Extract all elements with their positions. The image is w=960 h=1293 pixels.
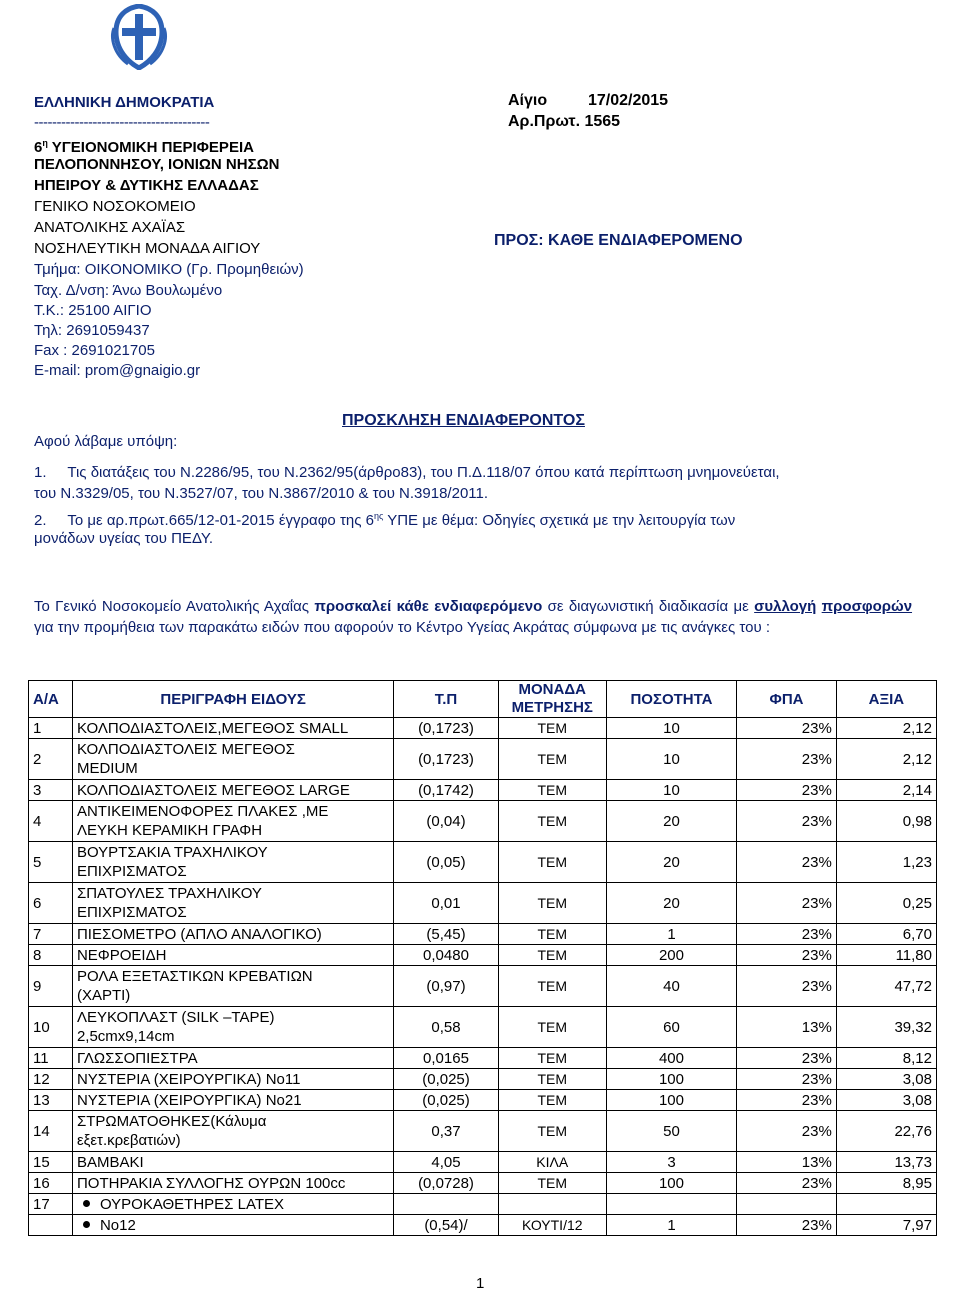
item-value: 47,72 <box>836 966 936 1007</box>
item-value: 3,08 <box>836 1069 936 1090</box>
item-unit: ΤΕΜ <box>498 1111 606 1152</box>
description-line-1: ΝΥΣΤΕΡΙΑ (ΧΕΙΡΟΥΡΓΙΚΑ) Νο21 <box>76 1091 302 1109</box>
considering-label: Αφού λάβαμε υπόψη: <box>34 433 178 450</box>
item-unit: ΤΕΜ <box>498 739 606 780</box>
item-quantity: 3 <box>606 1152 736 1173</box>
item-quantity: 1 <box>606 924 736 945</box>
item-unit: ΤΕΜ <box>498 780 606 801</box>
item-unit: ΤΕΜ <box>498 883 606 924</box>
description-line-1: ΣΤΡΩΜΑΤΟΘΗΚΕΣ(Κάλυμα <box>76 1113 267 1130</box>
postal-address: Ταχ. Δ/νση: Άνω Βουλωμένο <box>34 282 223 299</box>
row-number: 15 <box>29 1152 73 1173</box>
empty-cell <box>836 1194 936 1215</box>
item-vat: 23% <box>737 1048 837 1069</box>
description-line-1: ΝΥΣΤΕΡΙΑ (ΧΕΙΡΟΥΡΓΙΚΑ) Νο11 <box>76 1070 301 1088</box>
phone-number: Τηλ: 2691059437 <box>34 322 150 339</box>
item-tp: (0,1723) <box>394 718 498 739</box>
table-row <box>29 1048 937 1069</box>
empty-cell <box>394 1194 498 1215</box>
reference-2-line-2: μονάδων υγείας του ΠΕΔΥ. <box>34 530 214 547</box>
fax-number: Fax : 2691021705 <box>34 342 155 359</box>
item-description <box>72 1069 393 1090</box>
description-line-2: 2,5cmx9,14cm <box>76 1028 175 1045</box>
region-line-2: ΠΕΛΟΠΟΝΝΗΣΟΥ, ΙΟΝΙΩΝ ΝΗΣΩΝ <box>34 156 280 173</box>
empty-cell <box>498 1194 606 1215</box>
item-unit: ΤΕΜ <box>498 924 606 945</box>
item-value: 8,12 <box>836 1048 936 1069</box>
row-number: 4 <box>29 801 73 842</box>
item-vat: 13% <box>737 1007 837 1048</box>
table-header-row <box>29 681 937 718</box>
row-number: 1 <box>29 718 73 739</box>
table-row <box>29 1152 937 1173</box>
table-row <box>29 1215 937 1236</box>
item-vat: 23% <box>737 780 837 801</box>
item-quantity: 10 <box>606 780 736 801</box>
table-row <box>29 1007 937 1048</box>
region-line-3: ΗΠΕΙΡΟΥ & ΔΥΤΙΚΗΣ ΕΛΛΑΔΑΣ <box>34 177 259 194</box>
reference-2-number: 2. <box>34 512 47 529</box>
item-value: 6,70 <box>836 924 936 945</box>
item-tp: 0,37 <box>394 1111 498 1152</box>
item-description <box>72 1090 393 1111</box>
table-row <box>29 1111 937 1152</box>
row-number: 8 <box>29 945 73 966</box>
item-unit: ΤΕΜ <box>498 1007 606 1048</box>
table-row <box>29 842 937 883</box>
hospital-unit: ΝΟΣΗΛΕΥΤΙΚΗ ΜΟΝΑΔΑ ΑΙΓΙΟΥ <box>34 240 261 257</box>
item-vat: 23% <box>737 842 837 883</box>
item-tp: 0,0480 <box>394 945 498 966</box>
greek-emblem-icon <box>108 4 170 70</box>
republic-name: ΕΛΛΗΝΙΚΗ ΔΗΜΟΚΡΑΤΙΑ <box>34 94 215 111</box>
region-suffix: η <box>42 138 48 148</box>
description-line-1: ΚΟΛΠΟΔΙΑΣΤΟΛΕΙΣ,ΜΕΓΕΘΟΣ SMALL <box>76 719 349 737</box>
reference-1-number: 1. <box>34 464 47 481</box>
item-description <box>72 1007 393 1048</box>
item-quantity: 1 <box>606 1215 736 1236</box>
item-description <box>72 1173 393 1194</box>
intro-paragraph <box>34 596 912 638</box>
item-quantity: 20 <box>606 801 736 842</box>
row-number: 16 <box>29 1173 73 1194</box>
item-tp: 0,0165 <box>394 1048 498 1069</box>
items-table <box>28 680 937 1236</box>
item-quantity: 100 <box>606 1069 736 1090</box>
item-tp: 4,05 <box>394 1152 498 1173</box>
city: Αίγιο <box>508 92 548 109</box>
item-quantity: 40 <box>606 966 736 1007</box>
reference-2-text-b: ΥΠΕ με θέμα: Οδηγίες σχετικά με την λειτουργία των <box>383 512 736 529</box>
empty-cell <box>737 1194 837 1215</box>
item-unit: ΤΕΜ <box>498 1173 606 1194</box>
item-description <box>72 1152 393 1173</box>
item-quantity: 100 <box>606 1173 736 1194</box>
table-row <box>29 1173 937 1194</box>
header-divider: --------------------------------------- <box>34 114 210 131</box>
table-row <box>29 883 937 924</box>
item-quantity: 100 <box>606 1090 736 1111</box>
item-tp: (0,04) <box>394 801 498 842</box>
email-address: E-mail: prom@gnaigio.gr <box>34 362 201 379</box>
item-description <box>72 739 393 780</box>
description-line-1: ΒΟΥΡΤΣΑΚΙΑ ΤΡΑΧΗΛΙΚΟΥ <box>76 844 268 861</box>
page-number: 1 <box>476 1275 485 1292</box>
hospital-line-2: ΑΝΑΤΟΛΙΚΗΣ ΑΧΑΪΑΣ <box>34 219 186 236</box>
description-line-1: ΡΟΛΑ ΕΞΕΤΑΣΤΙΚΩΝ ΚΡΕΒΑΤΙΩΝ <box>76 968 313 985</box>
intro-emphasis-2: συλλογή <box>754 598 817 615</box>
item-description <box>72 883 393 924</box>
item-quantity: 50 <box>606 1111 736 1152</box>
bullet-icon <box>83 1200 90 1207</box>
item-unit: ΤΕΜ <box>498 1048 606 1069</box>
item-unit: ΤΕΜ <box>498 801 606 842</box>
item-description <box>72 1048 393 1069</box>
item-value: 22,76 <box>836 1111 936 1152</box>
item-vat: 23% <box>737 883 837 924</box>
item-value: 11,80 <box>836 945 936 966</box>
header-aa: Α/Α <box>29 681 73 718</box>
row-number: 12 <box>29 1069 73 1090</box>
item-quantity: 10 <box>606 739 736 780</box>
description-line-1: ΚΟΛΠΟΔΙΑΣΤΟΛΕΙΣ ΜΕΓΕΘΟΣ <box>76 741 295 758</box>
header-quantity: ΠΟΣΟΤΗΤΑ <box>606 681 736 718</box>
document-title: ΠΡΟΣΚΛΗΣΗ ΕΝΔΙΑΦΕΡΟΝΤΟΣ <box>342 412 585 429</box>
item-unit: ΤΕΜ <box>498 966 606 1007</box>
item-vat: 23% <box>737 966 837 1007</box>
item-value: 2,14 <box>836 780 936 801</box>
table-row <box>29 1194 937 1215</box>
table-row <box>29 1069 937 1090</box>
row-number: 11 <box>29 1048 73 1069</box>
row-number: 2 <box>29 739 73 780</box>
item-description <box>72 780 393 801</box>
item-unit: ΤΕΜ <box>498 718 606 739</box>
item-value: 3,08 <box>836 1090 936 1111</box>
item-value: 0,98 <box>836 801 936 842</box>
empty-cell <box>606 1194 736 1215</box>
table-row <box>29 945 937 966</box>
region-number: 6 <box>34 139 43 156</box>
row-number: 3 <box>29 780 73 801</box>
description-line-1: ΣΠΑΤΟΥΛΕΣ ΤΡΑΧΗΛΙΚΟΥ <box>76 885 262 902</box>
item-unit: ΤΕΜ <box>498 945 606 966</box>
table-row <box>29 966 937 1007</box>
item-vat: 23% <box>737 739 837 780</box>
item-value: 13,73 <box>836 1152 936 1173</box>
item-description <box>72 945 393 966</box>
item-description <box>72 1194 393 1215</box>
description-line-1: ΓΛΩΣΣΟΠΙΕΣΤΡΑ <box>76 1049 198 1067</box>
reference-1-text: Τις διατάξεις του Ν.2286/95, του Ν.2362/95(άρθρο83), του Π.Δ.118/07 όπου κατά περίπτωση μνημονεύεται, <box>67 464 780 481</box>
table-row <box>29 718 937 739</box>
description-line-2: εξετ.κρεβατιών) <box>76 1132 181 1149</box>
table-row <box>29 801 937 842</box>
reference-1-line-2: του Ν.3329/05, του Ν.3527/07, του Ν.3867/2010 & του Ν.3918/2011. <box>34 485 489 502</box>
item-vat: 23% <box>737 801 837 842</box>
postal-code: Τ.Κ.: 25100 ΑΙΓΙΟ <box>34 302 152 319</box>
item-description <box>72 842 393 883</box>
item-value: 1,23 <box>836 842 936 883</box>
item-description <box>72 718 393 739</box>
row-number <box>29 1215 73 1236</box>
table-row <box>29 739 937 780</box>
header-value: ΑΞΙΑ <box>836 681 936 718</box>
item-vat: 13% <box>737 1152 837 1173</box>
item-vat: 23% <box>737 1090 837 1111</box>
row-number: 7 <box>29 924 73 945</box>
item-tp: (0,025) <box>394 1069 498 1090</box>
description-line-2: ΕΠΙΧΡΙΣΜΑΤΟΣ <box>76 863 187 880</box>
item-vat: 23% <box>737 924 837 945</box>
description-line-1: ΒΑΜΒΑΚΙ <box>76 1153 144 1171</box>
header-unit <box>498 681 606 718</box>
item-tp: (0,0728) <box>394 1173 498 1194</box>
description-line-1: ΛΕΥΚΟΠΛΑΣΤ (SILK –TAPE) <box>76 1009 275 1026</box>
description-line-2: ΛΕΥΚΗ ΚΕΡΑΜΙΚΗ ΓΡΑΦΗ <box>76 822 263 839</box>
intro-text-4: για την προμήθεια των παρακάτω ειδών που αφορούν το Κέντρο Υγείας Ακράτας σύμφωνα με τις ανάγκες του : <box>34 619 770 636</box>
item-value: 2,12 <box>836 718 936 739</box>
item-quantity: 20 <box>606 842 736 883</box>
item-vat: 23% <box>737 1215 837 1236</box>
description-line-1: Νο12 <box>99 1216 136 1234</box>
item-value: 0,25 <box>836 883 936 924</box>
item-quantity: 400 <box>606 1048 736 1069</box>
region-label: ΥΓΕΙΟΝΟΜΙΚΗ ΠΕΡΙΦΕΡΕΙΑ <box>51 139 254 156</box>
item-description <box>72 966 393 1007</box>
item-vat: 23% <box>737 718 837 739</box>
table-row <box>29 780 937 801</box>
item-unit: ΤΕΜ <box>498 1069 606 1090</box>
intro-emphasis-3: προσφορών <box>821 598 913 615</box>
intro-emphasis-1: προσκαλεί κάθε ενδιαφερόμενο <box>314 598 543 615</box>
item-description <box>72 1215 393 1236</box>
item-description <box>72 801 393 842</box>
description-line-1: ΠΟΤΗΡΑΚΙΑ ΣΥΛΛΟΓΗΣ ΟΥΡΩΝ 100cc <box>76 1174 346 1192</box>
item-quantity: 10 <box>606 718 736 739</box>
table-row <box>29 924 937 945</box>
item-vat: 23% <box>737 1173 837 1194</box>
item-tp: (0,97) <box>394 966 498 1007</box>
item-value: 2,12 <box>836 739 936 780</box>
hospital-line-1: ΓΕΝΙΚΟ ΝΟΣΟΚΟΜΕΙΟ <box>34 198 196 215</box>
description-line-1: ΝΕΦΡΟΕΙΔΗ <box>76 946 167 964</box>
reference-2-text-a: Το με αρ.πρωτ.665/12-01-2015 έγγραφο της 6 <box>67 512 374 529</box>
item-value: 39,32 <box>836 1007 936 1048</box>
description-line-1: ΑΝΤΙΚΕΙΜΕΝΟΦΟΡΕΣ ΠΛΑΚΕΣ ,ΜΕ <box>76 803 329 820</box>
row-number: 14 <box>29 1111 73 1152</box>
item-quantity: 20 <box>606 883 736 924</box>
reference-2-sup: ης <box>373 511 384 521</box>
row-number: 13 <box>29 1090 73 1111</box>
item-tp: 0,01 <box>394 883 498 924</box>
header-unit-line-1: ΜΟΝΑΔΑ <box>518 681 586 698</box>
reference-1-line-1 <box>34 462 780 483</box>
row-number: 6 <box>29 883 73 924</box>
header-description: ΠΕΡΙΓΡΑΦΗ ΕΙΔΟΥΣ <box>72 681 393 718</box>
item-vat: 23% <box>737 1069 837 1090</box>
item-tp: (0,1742) <box>394 780 498 801</box>
description-line-1: ΚΟΛΠΟΔΙΑΣΤΟΛΕΙΣ ΜΕΓΕΘΟΣ LARGE <box>76 781 350 799</box>
description-line-2: (ΧΑΡΤΙ) <box>76 987 131 1004</box>
row-number: 5 <box>29 842 73 883</box>
item-description <box>72 924 393 945</box>
item-unit: ΚΟΥΤΙ/12 <box>498 1215 606 1236</box>
row-number: 9 <box>29 966 73 1007</box>
item-tp: (0,54)/ <box>394 1215 498 1236</box>
row-number: 10 <box>29 1007 73 1048</box>
header-unit-line-2: ΜΕΤΡΗΣΗΣ <box>511 699 593 716</box>
item-tp: (0,025) <box>394 1090 498 1111</box>
description-line-2: MEDIUM <box>76 760 138 777</box>
item-vat: 23% <box>737 1111 837 1152</box>
item-unit: ΤΕΜ <box>498 842 606 883</box>
intro-text-2: σε διαγωνιστική διαδικασία με <box>542 598 755 615</box>
intro-text-1: Το Γενικό Νοσοκομείο Ανατολικής Αχαΐας <box>34 598 315 615</box>
item-quantity: 200 <box>606 945 736 966</box>
header-vat: ΦΠΑ <box>737 681 837 718</box>
department: Τμήμα: ΟΙΚΟΝΟΜΙΚΟ (Γρ. Προμηθειών) <box>34 261 304 278</box>
description-line-1: ΟΥΡΟΚΑΘΕΤΗΡΕΣ LATEX <box>99 1195 285 1213</box>
item-tp: (5,45) <box>394 924 498 945</box>
item-value: 8,95 <box>836 1173 936 1194</box>
item-unit: ΤΕΜ <box>498 1090 606 1111</box>
item-tp: (0,05) <box>394 842 498 883</box>
description-line-2: ΕΠΙΧΡΙΣΜΑΤΟΣ <box>76 904 187 921</box>
item-quantity: 60 <box>606 1007 736 1048</box>
item-value: 7,97 <box>836 1215 936 1236</box>
table-row <box>29 1090 937 1111</box>
row-number: 17 <box>29 1194 73 1215</box>
document-date: 17/02/2015 <box>588 92 669 109</box>
item-unit: ΚΙΛΑ <box>498 1152 606 1173</box>
item-vat: 23% <box>737 945 837 966</box>
item-tp: (0,1723) <box>394 739 498 780</box>
bullet-icon <box>83 1221 90 1228</box>
protocol-number: Αρ.Πρωτ. 1565 <box>508 113 621 130</box>
item-tp: 0,58 <box>394 1007 498 1048</box>
item-description <box>72 1111 393 1152</box>
description-line-1: ΠΙΕΣΟΜΕΤΡΟ (ΑΠΛΟ ΑΝΑΛΟΓΙΚΟ) <box>76 925 322 943</box>
recipient: ΠΡΟΣ: ΚΑΘΕ ΕΝΔΙΑΦΕΡΟΜΕΝΟ <box>494 232 743 249</box>
header-tp: Τ.Π <box>394 681 498 718</box>
